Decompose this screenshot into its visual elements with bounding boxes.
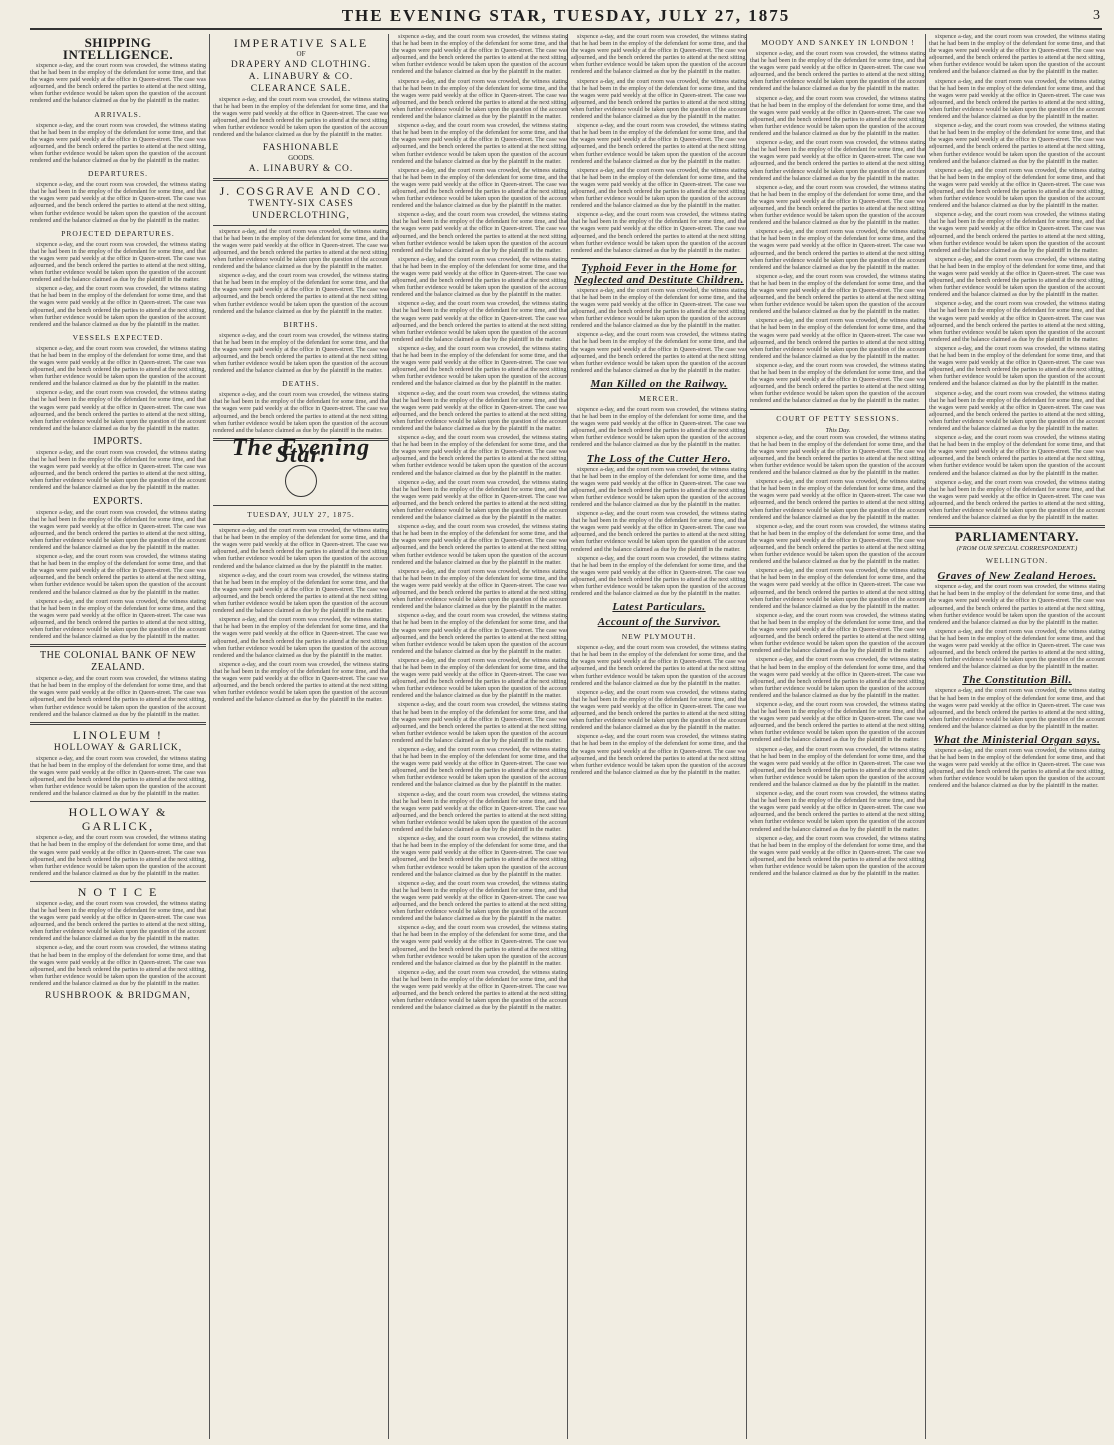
- filler-text: sixpence a-day, and the court room was crowded, the witness stating that he had been in the employ of the defendant for some time, and that the wages were paid weekly at the office in Queen-street. The case was adjourned, and the bench ordered the parties to attend at the next sitting, when further evidence would be taken upon the question of the account rendered and the balance claimed as due by the plaintiff in the matter.: [392, 123, 568, 165]
- filler-text: sixpence a-day, and the court room was crowded, the witness stating that he had been in the employ of the defendant for some time, and that the wages were paid weekly at the office in Queen-street. The case was adjourned, and the bench ordered the parties to attend at the next sitting, when further evidence would be taken upon the question of the account rendered and the balance claimed as due by the plaintiff in the matter.: [750, 140, 926, 182]
- filler-text: sixpence a-day, and the court room was crowded, the witness stating that he had been in the employ of the defendant for some time, and that the wages were paid weekly at the office in Queen-street. The case was adjourned, and the bench ordered the parties to attend at the next sitting, when further evidence would be taken upon the question of the account rendered and the balance claimed as due by the plaintiff in the matter.: [571, 645, 747, 687]
- filler-text: sixpence a-day, and the court room was crowded, the witness stating that he had been in the employ of the defendant for some time, and that the wages were paid weekly at the office in Queen-street. The case was adjourned, and the bench ordered the parties to attend at the next sitting, when further evidence would be taken upon the question of the account rendered and the balance claimed as due by the plaintiff in the matter.: [750, 95, 926, 138]
- filler-text: sixpence a-day, and the court room was crowded, the witness stating that he had been in the employ of the defendant for some time, and that the wages were paid weekly at the office in Queen-street. The case was adjourned, and the bench ordered the parties to attend at the next sitting, when further evidence would be taken upon the question of the account rendered and the balance claimed as due by the plaintiff in the matter.: [929, 167, 1105, 210]
- filler-text: sixpence a-day, and the court room was crowded, the witness stating that he had been in the employ of the defendant for some time, and that the wages were paid weekly at the office in Queen-street. The case was adjourned, and the bench ordered the parties to attend at the next sitting, when further evidence would be taken upon the question of the account rendered and the balance claimed as due by the plaintiff in the matter.: [750, 701, 926, 744]
- divider: [30, 881, 206, 882]
- filler-text: sixpence a-day, and the court room was crowded, the witness stating that he had been in the employ of the defendant for some time, and that the wages were paid weekly at the office in Queen-street. The case was adjourned, and the bench ordered the parties to attend at the next sitting, when further evidence would be taken upon the question of the account rendered and the balance claimed as due by the plaintiff in the matter.: [571, 287, 747, 330]
- filler-text: sixpence a-day, and the court room was crowded, the witness stating that he had been in the employ of the defendant for some time, and that the wages were paid weekly at the office in Queen-street. The case was adjourned, and the bench ordered the parties to attend at the next sitting, when further evidence would be taken upon the question of the account rendered and the balance claimed as due by the plaintiff in the matter.: [30, 509, 206, 551]
- departures-heading: DEPARTURES.: [87, 169, 149, 179]
- column-ads: [209, 34, 389, 1439]
- column-shipping: [30, 34, 206, 1439]
- filler-text: sixpence a-day, and the court room was crowded, the witness stating that he had been in the employ of the defendant for some time, and that the wages were paid weekly at the office in Queen-street. The case was adjourned, and the bench ordered the parties to attend at the next sitting, when further evidence would be taken upon the question of the account rendered and the balance claimed as due by the plaintiff in the matter.: [571, 555, 747, 598]
- filler-text: sixpence a-day, and the court room was crowded, the witness stating that he had been in the employ of the defendant for some time, and that the wages were paid weekly at the office in Queen-street. The case was adjourned, and the bench ordered the parties to attend at the next sitting, when further evidence would be taken upon the question of the account rendered and the balance claimed as due by the plaintiff in the matter.: [213, 528, 389, 570]
- filler-text: sixpence a-day, and the court room was crowded, the witness stating that he had been in the employ of the defendant for some time, and that the wages were paid weekly at the office in Queen-street. The case was adjourned, and the bench ordered the parties to attend at the next sitting, when further evidence would be taken upon the question of the account rendered and the balance claimed as due by the plaintiff in the matter.: [213, 572, 389, 615]
- filler-text: sixpence a-day, and the court room was crowded, the witness stating that he had been in the employ of the defendant for some time, and that the wages were paid weekly at the office in Queen-street. The case was adjourned, and the bench ordered the parties to attend at the next sitting, when further evidence would be taken upon the question of the account rendered and the balance claimed as due by the plaintiff in the matter.: [392, 78, 568, 121]
- fashionable-label: FASHIONABLE: [262, 142, 340, 153]
- divider: [929, 525, 1105, 528]
- filler-text: sixpence a-day, and the court room was crowded, the witness stating that he had been in the employ of the defendant for some time, and that the wages were paid weekly at the office in Queen-street. The case was adjourned, and the bench ordered the parties to attend at the next sitting, when further evidence would be taken upon the question of the account rendered and the balance claimed as due by the plaintiff in the matter.: [392, 479, 568, 522]
- rushbrook-title: RUSHBROOK & BRIDGMAN,: [45, 991, 191, 1001]
- deaths-heading: DEATHS.: [282, 379, 320, 389]
- correspondent-line: (FROM OUR SPECIAL CORRESPONDENT.): [956, 545, 1078, 553]
- filler-text: sixpence a-day, and the court room was crowded, the witness stating that he had been in the employ of the defendant for some time, and that the wages were paid weekly at the office in Queen-street. The case was adjourned, and the bench ordered the parties to attend at the next sitting, when further evidence would be taken upon the question of the account rendered and the balance claimed as due by the plaintiff in the matter.: [392, 345, 568, 388]
- filler-text: sixpence a-day, and the court room was crowded, the witness stating that he had been in the employ of the defendant for some time, and that the wages were paid weekly at the office in Queen-street. The case was adjourned, and the bench ordered the parties to attend at the next sitting, when further evidence would be taken upon the question of the account rendered and the balance claimed as due by the plaintiff in the matter.: [750, 612, 926, 655]
- filler-text: sixpence a-day, and the court room was crowded, the witness stating that he had been in the employ of the defendant for some time, and that the wages were paid weekly at the office in Queen-street. The case was adjourned, and the bench ordered the parties to attend at the next sitting, when further evidence would be taken upon the question of the account rendered and the balance claimed as due by the plaintiff in the matter.: [929, 34, 1105, 76]
- divider: [30, 644, 206, 647]
- mercer-heading: MERCER.: [639, 393, 679, 403]
- filler-text: sixpence a-day, and the court room was crowded, the witness stating that he had been in the employ of the defendant for some time, and that the wages were paid weekly at the office in Queen-street. The case was adjourned, and the bench ordered the parties to attend at the next sitting, when further evidence would be taken upon the question of the account rendered and the balance claimed as due by the plaintiff in the matter.: [750, 523, 926, 566]
- filler-text: sixpence a-day, and the court room was crowded, the witness stating that he had been in the employ of the defendant for some time, and that the wages were paid weekly at the office in Queen-street. The case was adjourned, and the bench ordered the parties to attend at the next sitting, when further evidence would be taken upon the question of the account rendered and the balance claimed as due by the plaintiff in the matter.: [392, 524, 568, 566]
- filler-text: sixpence a-day, and the court room was crowded, the witness stating that he had been in the employ of the defendant for some time, and that the wages were paid weekly at the office in Queen-street. The case was adjourned, and the bench ordered the parties to attend at the next sitting, when further evidence would be taken upon the question of the account rendered and the balance claimed as due by the plaintiff in the matter.: [392, 880, 568, 923]
- filler-text: sixpence a-day, and the court room was crowded, the witness stating that he had been in the employ of the defendant for some time, and that the wages were paid weekly at the office in Queen-street. The case was adjourned, and the bench ordered the parties to attend at the next sitting, when further evidence would be taken upon the question of the account rendered and the balance claimed as due by the plaintiff in the matter.: [929, 747, 1105, 790]
- filler-text: sixpence a-day, and the court room was crowded, the witness stating that he had been in the employ of the defendant for some time, and that the wages were paid weekly at the office in Queen-street. The case was adjourned, and the bench ordered the parties to attend at the next sitting, when further evidence would be taken upon the question of the account rendered and the balance claimed as due by the plaintiff in the matter.: [30, 945, 206, 987]
- filler-text: sixpence a-day, and the court room was crowded, the witness stating that he had been in the employ of the defendant for some time, and that the wages were paid weekly at the office in Queen-street. The case was adjourned, and the bench ordered the parties to attend at the next sitting, when further evidence would be taken upon the question of the account rendered and the balance claimed as due by the plaintiff in the matter.: [392, 568, 568, 611]
- column-news: [567, 34, 747, 1439]
- holloway-ad: [30, 805, 206, 833]
- filler-text: sixpence a-day, and the court room was crowded, the witness stating that he had been in the employ of the defendant for some time, and that the wages were paid weekly at the office in Queen-street. The case was adjourned, and the bench ordered the parties to attend at the next sitting, when further evidence would be taken upon the question of the account rendered and the balance claimed as due by the plaintiff in the matter.: [750, 479, 926, 521]
- cutter-heading: The Loss of the Cutter Hero.: [586, 452, 732, 465]
- imports-heading: IMPORTS.: [93, 435, 143, 447]
- cosgrave-title: J. COSGRAVE AND CO.: [219, 183, 383, 198]
- filler-text: sixpence a-day, and the court room was crowded, the witness stating that he had been in the employ of the defendant for some time, and that the wages were paid weekly at the office in Queen-street. The case was adjourned, and the bench ordered the parties to attend at the next sitting, when further evidence would be taken upon the question of the account rendered and the balance claimed as due by the plaintiff in the matter.: [929, 435, 1105, 477]
- filler-text: sixpence a-day, and the court room was crowded, the witness stating that he had been in the employ of the defendant for some time, and that the wages were paid weekly at the office in Queen-street. The case was adjourned, and the bench ordered the parties to attend at the next sitting, when further evidence would be taken upon the question of the account rendered and the balance claimed as due by the plaintiff in the matter.: [571, 123, 747, 165]
- constitution-heading: The Constitution Bill.: [962, 674, 1072, 687]
- filler-text: sixpence a-day, and the court room was crowded, the witness stating that he had been in the employ of the defendant for some time, and that the wages were paid weekly at the office in Queen-street. The case was adjourned, and the bench ordered the parties to attend at the next sitting, when further evidence would be taken upon the question of the account rendered and the balance claimed as due by the plaintiff in the matter.: [30, 286, 206, 328]
- filler-text: sixpence a-day, and the court room was crowded, the witness stating that he had been in the employ of the defendant for some time, and that the wages were paid weekly at the office in Queen-street. The case was adjourned, and the bench ordered the parties to attend at the next sitting, when further evidence would be taken upon the question of the account rendered and the balance claimed as due by the plaintiff in the matter.: [929, 479, 1105, 522]
- filler-text: sixpence a-day, and the court room was crowded, the witness stating that he had been in the employ of the defendant for some time, and that the wages were paid weekly at the office in Queen-street. The case was adjourned, and the bench ordered the parties to attend at the next sitting, when further evidence would be taken upon the question of the account rendered and the balance claimed as due by the plaintiff in the matter.: [750, 273, 926, 316]
- divider: [571, 258, 747, 259]
- divider: [213, 225, 389, 226]
- filler-text: sixpence a-day, and the court room was crowded, the witness stating that he had been in the employ of the defendant for some time, and that the wages were paid weekly at the office in Queen-street. The case was adjourned, and the bench ordered the parties to attend at the next sitting, when further evidence would be taken upon the question of the account rendered and the balance claimed as due by the plaintiff in the matter.: [929, 688, 1105, 730]
- filler-text: sixpence a-day, and the court room was crowded, the witness stating that he had been in the employ of the defendant for some time, and that the wages were paid weekly at the office in Queen-street. The case was adjourned, and the bench ordered the parties to attend at the next sitting, when further evidence would be taken upon the question of the account rendered and the balance claimed as due by the plaintiff in the matter.: [213, 332, 389, 375]
- notice-title: N O T I C E: [77, 884, 159, 899]
- fashionable-ad: [213, 142, 389, 175]
- goods-label: GOODS.: [288, 153, 314, 162]
- filler-text: sixpence a-day, and the court room was crowded, the witness stating that he had been in the employ of the defendant for some time, and that the wages were paid weekly at the office in Queen-street. The case was adjourned, and the bench ordered the parties to attend at the next sitting, when further evidence would be taken upon the question of the account rendered and the balance claimed as due by the plaintiff in the matter.: [213, 97, 389, 139]
- column-parliament: [925, 34, 1105, 1439]
- linoleum-title: LINOLEUM !: [73, 727, 163, 742]
- filler-text: sixpence a-day, and the court room was crowded, the witness stating that he had been in the employ of the defendant for some time, and that the wages were paid weekly at the office in Queen-street. The case was adjourned, and the bench ordered the parties to attend at the next sitting, when further evidence would be taken upon the question of the account rendered and the balance claimed as due by the plaintiff in the matter.: [392, 702, 568, 744]
- filler-text: sixpence a-day, and the court room was crowded, the witness stating that he had been in the employ of the defendant for some time, and that the wages were paid weekly at the office in Queen-street. The case was adjourned, and the bench ordered the parties to attend at the next sitting, when further evidence would be taken upon the question of the account rendered and the balance claimed as due by the plaintiff in the matter.: [929, 212, 1105, 254]
- filler-text: sixpence a-day, and the court room was crowded, the witness stating that he had been in the employ of the defendant for some time, and that the wages were paid weekly at the office in Queen-street. The case was adjourned, and the bench ordered the parties to attend at the next sitting, when further evidence would be taken upon the question of the account rendered and the balance claimed as due by the plaintiff in the matter.: [213, 392, 389, 434]
- filler-text: sixpence a-day, and the court room was crowded, the witness stating that he had been in the employ of the defendant for some time, and that the wages were paid weekly at the office in Queen-street. The case was adjourned, and the bench ordered the parties to attend at the next sitting, when further evidence would be taken upon the question of the account rendered and the balance claimed as due by the plaintiff in the matter.: [750, 791, 926, 833]
- filler-text: sixpence a-day, and the court room was crowded, the witness stating that he had been in the employ of the defendant for some time, and that the wages were paid weekly at the office in Queen-street. The case was adjourned, and the bench ordered the parties to attend at the next sitting, when further evidence would be taken upon the question of the account rendered and the balance claimed as due by the plaintiff in the matter.: [571, 34, 747, 76]
- filler-text: sixpence a-day, and the court room was crowded, the witness stating that he had been in the employ of the defendant for some time, and that the wages were paid weekly at the office in Queen-street. The case was adjourned, and the bench ordered the parties to attend at the next sitting, when further evidence would be taken upon the question of the account rendered and the balance claimed as due by the plaintiff in the matter.: [929, 628, 1105, 671]
- filler-text: sixpence a-day, and the court room was crowded, the witness stating that he had been in the employ of the defendant for some time, and that the wages were paid weekly at the office in Queen-street. The case was adjourned, and the bench ordered the parties to attend at the next sitting, when further evidence would be taken upon the question of the account rendered and the balance claimed as due by the plaintiff in the matter.: [571, 689, 747, 732]
- divider: [213, 505, 389, 506]
- twenty-six-label: TWENTY-SIX CASES: [248, 198, 354, 209]
- clearance-title: CLEARANCE SALE.: [250, 84, 352, 94]
- underclothing-label: UNDERCLOTHING,: [252, 210, 350, 221]
- filler-text: sixpence a-day, and the court room was crowded, the witness stating that he had been in the employ of the defendant for some time, and that the wages were paid weekly at the office in Queen-street. The case was adjourned, and the bench ordered the parties to attend at the next sitting, when further evidence would be taken upon the question of the account rendered and the balance claimed as due by the plaintiff in the matter.: [30, 554, 206, 596]
- filler-text: sixpence a-day, and the court room was crowded, the witness stating that he had been in the employ of the defendant for some time, and that the wages were paid weekly at the office in Queen-street. The case was adjourned, and the bench ordered the parties to attend at the next sitting, when further evidence would be taken upon the question of the account rendered and the balance claimed as due by the plaintiff in the matter.: [571, 78, 747, 121]
- divider: [213, 524, 389, 525]
- filler-text: sixpence a-day, and the court room was crowded, the witness stating that he had been in the employ of the defendant for some time, and that the wages were paid weekly at the office in Queen-street. The case was adjourned, and the bench ordered the parties to attend at the next sitting, when further evidence would be taken upon the question of the account rendered and the balance claimed as due by the plaintiff in the matter.: [392, 657, 568, 700]
- masthead-title: THE EVENING STAR, TUESDAY, JULY 27, 1875: [341, 6, 791, 25]
- drapery-title: DRAPERY AND CLOTHING.: [230, 60, 372, 70]
- filler-text: sixpence a-day, and the court room was crowded, the witness stating that he had been in the employ of the defendant for some time, and that the wages were paid weekly at the office in Queen-street. The case was adjourned, and the bench ordered the parties to attend at the next sitting, when further evidence would be taken upon the question of the account rendered and the balance claimed as due by the plaintiff in the matter.: [750, 657, 926, 699]
- filler-text: sixpence a-day, and the court room was crowded, the witness stating that he had been in the employ of the defendant for some time, and that the wages were paid weekly at the office in Queen-street. The case was adjourned, and the bench ordered the parties to attend at the next sitting, when further evidence would be taken upon the question of the account rendered and the balance claimed as due by the plaintiff in the matter.: [571, 511, 747, 553]
- linabury-sign: A. LINABURY & CO.: [248, 163, 354, 174]
- filler-text: sixpence a-day, and the court room was crowded, the witness stating that he had been in the employ of the defendant for some time, and that the wages were paid weekly at the office in Queen-street. The case was adjourned, and the bench ordered the parties to attend at the next sitting, when further evidence would be taken upon the question of the account rendered and the balance claimed as due by the plaintiff in the matter.: [30, 122, 206, 165]
- holloway-title: HOLLOWAY & GARLICK,: [68, 805, 168, 834]
- filler-text: sixpence a-day, and the court room was crowded, the witness stating that he had been in the employ of the defendant for some time, and that the wages were paid weekly at the office in Queen-street. The case was adjourned, and the bench ordered the parties to attend at the next sitting, when further evidence would be taken upon the question of the account rendered and the balance claimed as due by the plaintiff in the matter.: [392, 747, 568, 789]
- filler-text: sixpence a-day, and the court room was crowded, the witness stating that he had been in the employ of the defendant for some time, and that the wages were paid weekly at the office in Queen-street. The case was adjourned, and the bench ordered the parties to attend at the next sitting, when further evidence would be taken upon the question of the account rendered and the balance claimed as due by the plaintiff in the matter.: [213, 228, 389, 271]
- crest-icon: [213, 463, 389, 502]
- notice-ad: [30, 885, 206, 899]
- filler-text: sixpence a-day, and the court room was crowded, the witness stating that he had been in the employ of the defendant for some time, and that the wages were paid weekly at the office in Queen-street. The case was adjourned, and the bench ordered the parties to attend at the next sitting, when further evidence would be taken upon the question of the account rendered and the balance claimed as due by the plaintiff in the matter.: [30, 598, 206, 641]
- columns: [30, 34, 1105, 1439]
- filler-text: sixpence a-day, and the court room was crowded, the witness stating that he had been in the employ of the defendant for some time, and that the wages were paid weekly at the office in Queen-street. The case was adjourned, and the bench ordered the parties to attend at the next sitting, when further evidence would be taken upon the question of the account rendered and the balance claimed as due by the plaintiff in the matter.: [392, 791, 568, 834]
- filler-text: sixpence a-day, and the court room was crowded, the witness stating that he had been in the employ of the defendant for some time, and that the wages were paid weekly at the office in Queen-street. The case was adjourned, and the bench ordered the parties to attend at the next sitting, when further evidence would be taken upon the question of the account rendered and the balance claimed as due by the plaintiff in the matter.: [213, 661, 389, 704]
- projected-heading: PROJECTED DEPARTURES.: [61, 228, 175, 238]
- filler-text: sixpence a-day, and the court room was crowded, the witness stating that he had been in the employ of the defendant for some time, and that the wages were paid weekly at the office in Queen-street. The case was adjourned, and the bench ordered the parties to attend at the next sitting, when further evidence would be taken upon the question of the account rendered and the balance claimed as due by the plaintiff in the matter.: [929, 584, 1105, 626]
- filler-text: sixpence a-day, and the court room was crowded, the witness stating that he had been in the employ of the defendant for some time, and that the wages were paid weekly at the office in Queen-street. The case was adjourned, and the bench ordered the parties to attend at the next sitting, when further evidence would be taken upon the question of the account rendered and the balance claimed as due by the plaintiff in the matter.: [213, 617, 389, 659]
- filler-text: sixpence a-day, and the court room was crowded, the witness stating that he had been in the employ of the defendant for some time, and that the wages were paid weekly at the office in Queen-street. The case was adjourned, and the bench ordered the parties to attend at the next sitting, when further evidence would be taken upon the question of the account rendered and the balance claimed as due by the plaintiff in the matter.: [30, 676, 206, 718]
- filler-text: sixpence a-day, and the court room was crowded, the witness stating that he had been in the employ of the defendant for some time, and that the wages were paid weekly at the office in Queen-street. The case was adjourned, and the bench ordered the parties to attend at the next sitting, when further evidence would be taken upon the question of the account rendered and the balance claimed as due by the plaintiff in the matter.: [392, 390, 568, 432]
- shipping-heading: SHIPPING INTELLIGENCE.: [62, 35, 174, 62]
- filler-text: sixpence a-day, and the court room was crowded, the witness stating that he had been in the employ of the defendant for some time, and that the wages were paid weekly at the office in Queen-street. The case was adjourned, and the bench ordered the parties to attend at the next sitting, when further evidence would be taken upon the question of the account rendered and the balance claimed as due by the plaintiff in the matter.: [571, 332, 747, 374]
- filler-text: sixpence a-day, and the court room was crowded, the witness stating that he had been in the employ of the defendant for some time, and that the wages were paid weekly at the office in Queen-street. The case was adjourned, and the bench ordered the parties to attend at the next sitting, when further evidence would be taken upon the question of the account rendered and the balance claimed as due by the plaintiff in the matter.: [929, 256, 1105, 299]
- filler-text: sixpence a-day, and the court room was crowded, the witness stating that he had been in the employ of the defendant for some time, and that the wages were paid weekly at the office in Queen-street. The case was adjourned, and the bench ordered the parties to attend at the next sitting, when further evidence would be taken upon the question of the account rendered and the balance claimed as due by the plaintiff in the matter.: [750, 362, 926, 405]
- filler-text: sixpence a-day, and the court room was crowded, the witness stating that he had been in the employ of the defendant for some time, and that the wages were paid weekly at the office in Queen-street. The case was adjourned, and the bench ordered the parties to attend at the next sitting, when further evidence would be taken upon the question of the account rendered and the balance claimed as due by the plaintiff in the matter.: [750, 184, 926, 227]
- filler-text: sixpence a-day, and the court room was crowded, the witness stating that he had been in the employ of the defendant for some time, and that the wages were paid weekly at the office in Queen-street. The case was adjourned, and the bench ordered the parties to attend at the next sitting, when further evidence would be taken upon the question of the account rendered and the balance claimed as due by the plaintiff in the matter.: [30, 345, 206, 388]
- divider: [750, 409, 926, 410]
- filler-text: sixpence a-day, and the court room was crowded, the witness stating that he had been in the employ of the defendant for some time, and that the wages were paid weekly at the office in Queen-street. The case was adjourned, and the bench ordered the parties to attend at the next sitting, when further evidence would be taken upon the question of the account rendered and the balance claimed as due by the plaintiff in the matter.: [571, 734, 747, 776]
- filler-text: sixpence a-day, and the court room was crowded, the witness stating that he had been in the employ of the defendant for some time, and that the wages were paid weekly at the office in Queen-street. The case was adjourned, and the bench ordered the parties to attend at the next sitting, when further evidence would be taken upon the question of the account rendered and the balance claimed as due by the plaintiff in the matter.: [30, 182, 206, 224]
- filler-text: sixpence a-day, and the court room was crowded, the witness stating that he had been in the employ of the defendant for some time, and that the wages were paid weekly at the office in Queen-street. The case was adjourned, and the bench ordered the parties to attend at the next sitting, when further evidence would be taken upon the question of the account rendered and the balance claimed as due by the plaintiff in the matter.: [750, 51, 926, 93]
- moody-heading: MOODY AND SANKEY IN LONDON !: [761, 38, 915, 47]
- filler-text: sixpence a-day, and the court room was crowded, the witness stating that he had been in the employ of the defendant for some time, and that the wages were paid weekly at the office in Queen-street. The case was adjourned, and the bench ordered the parties to attend at the next sitting, when further evidence would be taken upon the question of the account rendered and the balance claimed as due by the plaintiff in the matter.: [571, 466, 747, 508]
- page-number: 3: [1093, 8, 1100, 23]
- column-editorial: [388, 34, 568, 1439]
- filler-text: sixpence a-day, and the court room was crowded, the witness stating that he had been in the employ of the defendant for some time, and that the wages were paid weekly at the office in Queen-street. The case was adjourned, and the bench ordered the parties to attend at the next sitting, when further evidence would be taken upon the question of the account rendered and the balance claimed as due by the plaintiff in the matter.: [571, 167, 747, 210]
- typhoid-heading: Typhoid Fever in the Home for Neglected and Destitute Children.: [574, 261, 744, 286]
- filler-text: sixpence a-day, and the court room was crowded, the witness stating that he had been in the employ of the defendant for some time, and that the wages were paid weekly at the office in Queen-street. The case was adjourned, and the bench ordered the parties to attend at the next sitting, when further evidence would be taken upon the question of the account rendered and the balance claimed as due by the plaintiff in the matter.: [750, 835, 926, 878]
- filler-text: sixpence a-day, and the court room was crowded, the witness stating that he had been in the employ of the defendant for some time, and that the wages were paid weekly at the office in Queen-street. The case was adjourned, and the bench ordered the parties to attend at the next sitting, when further evidence would be taken upon the question of the account rendered and the balance claimed as due by the plaintiff in the matter.: [392, 167, 568, 210]
- nameplate: The Evening Star.: [231, 434, 371, 468]
- issue-date: TUESDAY, JULY 27, 1875.: [247, 510, 355, 520]
- filler-text: sixpence a-day, and the court room was crowded, the witness stating that he had been in the employ of the defendant for some time, and that the wages were paid weekly at the office in Queen-street. The case was adjourned, and the bench ordered the parties to attend at the next sitting, when further evidence would be taken upon the question of the account rendered and the balance claimed as due by the plaintiff in the matter.: [392, 34, 568, 76]
- rushbrook-ad: [30, 990, 206, 1002]
- filler-text: sixpence a-day, and the court room was crowded, the witness stating that he had been in the employ of the defendant for some time, and that the wages were paid weekly at the office in Queen-street. The case was adjourned, and the bench ordered the parties to attend at the next sitting, when further evidence would be taken upon the question of the account rendered and the balance claimed as due by the plaintiff in the matter.: [392, 836, 568, 878]
- filler-text: sixpence a-day, and the court room was crowded, the witness stating that he had been in the employ of the defendant for some time, and that the wages were paid weekly at the office in Queen-street. The case was adjourned, and the bench ordered the parties to attend at the next sitting, when further evidence would be taken upon the question of the account rendered and the balance claimed as due by the plaintiff in the matter.: [392, 969, 568, 1012]
- exports-heading: EXPORTS.: [92, 495, 144, 507]
- births-heading: BIRTHS.: [283, 319, 319, 329]
- filler-text: sixpence a-day, and the court room was crowded, the witness stating that he had been in the employ of the defendant for some time, and that the wages were paid weekly at the office in Queen-street. The case was adjourned, and the bench ordered the parties to attend at the next sitting, when further evidence would be taken upon the question of the account rendered and the balance claimed as due by the plaintiff in the matter.: [392, 925, 568, 967]
- railway-heading: Man Killed on the Railway.: [590, 377, 728, 390]
- divider: [30, 722, 206, 725]
- graves-heading: Graves of New Zealand Heroes.: [937, 570, 1097, 583]
- imperative-title: IMPERATIVE SALE: [233, 36, 369, 50]
- latest-heading: Latest Particulars.: [612, 601, 706, 614]
- filler-text: sixpence a-day, and the court room was crowded, the witness stating that he had been in the employ of the defendant for some time, and that the wages were paid weekly at the office in Queen-street. The case was adjourned, and the bench ordered the parties to attend at the next sitting, when further evidence would be taken upon the question of the account rendered and the balance claimed as due by the plaintiff in the matter.: [929, 78, 1105, 121]
- filler-text: sixpence a-day, and the court room was crowded, the witness stating that he had been in the employ of the defendant for some time, and that the wages were paid weekly at the office in Queen-street. The case was adjourned, and the bench ordered the parties to attend at the next sitting, when further evidence would be taken upon the question of the account rendered and the balance claimed as due by the plaintiff in the matter.: [30, 390, 206, 432]
- filler-text: sixpence a-day, and the court room was crowded, the witness stating that he had been in the employ of the defendant for some time, and that the wages were paid weekly at the office in Queen-street. The case was adjourned, and the bench ordered the parties to attend at the next sitting, when further evidence would be taken upon the question of the account rendered and the balance claimed as due by the plaintiff in the matter.: [392, 212, 568, 254]
- filler-text: sixpence a-day, and the court room was crowded, the witness stating that he had been in the employ of the defendant for some time, and that the wages were paid weekly at the office in Queen-street. The case was adjourned, and the bench ordered the parties to attend at the next sitting, when further evidence would be taken upon the question of the account rendered and the balance claimed as due by the plaintiff in the matter.: [750, 434, 926, 477]
- organ-heading: What the Ministerial Organ says.: [933, 733, 1101, 746]
- filler-text: sixpence a-day, and the court room was crowded, the witness stating that he had been in the employ of the defendant for some time, and that the wages were paid weekly at the office in Queen-street. The case was adjourned, and the bench ordered the parties to attend at the next sitting, when further evidence would be taken upon the question of the account rendered and the balance claimed as due by the plaintiff in the matter.: [30, 449, 206, 492]
- bank-heading: THE COLONIAL BANK OF NEW ZEALAND.: [39, 650, 197, 674]
- filler-text: sixpence a-day, and the court room was crowded, the witness stating that he had been in the employ of the defendant for some time, and that the wages were paid weekly at the office in Queen-street. The case was adjourned, and the bench ordered the parties to attend at the next sitting, when further evidence would be taken upon the question of the account rendered and the balance claimed as due by the plaintiff in the matter.: [750, 229, 926, 271]
- filler-text: sixpence a-day, and the court room was crowded, the witness stating that he had been in the employ of the defendant for some time, and that the wages were paid weekly at the office in Queen-street. The case was adjourned, and the bench ordered the parties to attend at the next sitting, when further evidence would be taken upon the question of the account rendered and the balance claimed as due by the plaintiff in the matter.: [571, 406, 747, 449]
- filler-text: sixpence a-day, and the court room was crowded, the witness stating that he had been in the employ of the defendant for some time, and that the wages were paid weekly at the office in Queen-street. The case was adjourned, and the bench ordered the parties to attend at the next sitting, when further evidence would be taken upon the question of the account rendered and the balance claimed as due by the plaintiff in the matter.: [30, 755, 206, 798]
- masthead: [30, 6, 1102, 30]
- plymouth-heading: NEW PLYMOUTH.: [621, 632, 697, 642]
- filler-text: sixpence a-day, and the court room was crowded, the witness stating that he had been in the employ of the defendant for some time, and that the wages were paid weekly at the office in Queen-street. The case was adjourned, and the bench ordered the parties to attend at the next sitting, when further evidence would be taken upon the question of the account rendered and the balance claimed as due by the plaintiff in the matter.: [30, 835, 206, 877]
- filler-text: sixpence a-day, and the court room was crowded, the witness stating that he had been in the employ of the defendant for some time, and that the wages were paid weekly at the office in Queen-street. The case was adjourned, and the bench ordered the parties to attend at the next sitting, when further evidence would be taken upon the question of the account rendered and the balance claimed as due by the plaintiff in the matter.: [929, 390, 1105, 432]
- arrivals-heading: ARRIVALS.: [94, 109, 142, 119]
- holloway-name: HOLLOWAY & GARLICK,: [53, 742, 183, 753]
- filler-text: sixpence a-day, and the court room was crowded, the witness stating that he had been in the employ of the defendant for some time, and that the wages were paid weekly at the office in Queen-street. The case was adjourned, and the bench ordered the parties to attend at the next sitting, when further evidence would be taken upon the question of the account rendered and the balance claimed as due by the plaintiff in the matter.: [392, 435, 568, 477]
- vessels-expected-heading: VESSELS EXPECTED.: [72, 332, 164, 342]
- filler-text: sixpence a-day, and the court room was crowded, the witness stating that he had been in the employ of the defendant for some time, and that the wages were paid weekly at the office in Queen-street. The case was adjourned, and the bench ordered the parties to attend at the next sitting, when further evidence would be taken upon the question of the account rendered and the balance claimed as due by the plaintiff in the matter.: [30, 63, 206, 105]
- filler-text: sixpence a-day, and the court room was crowded, the witness stating that he had been in the employ of the defendant for some time, and that the wages were paid weekly at the office in Queen-street. The case was adjourned, and the bench ordered the parties to attend at the next sitting, when further evidence would be taken upon the question of the account rendered and the balance claimed as due by the plaintiff in the matter.: [571, 212, 747, 254]
- filler-text: sixpence a-day, and the court room was crowded, the witness stating that he had been in the employ of the defendant for some time, and that the wages were paid weekly at the office in Queen-street. The case was adjourned, and the bench ordered the parties to attend at the next sitting, when further evidence would be taken upon the question of the account rendered and the balance claimed as due by the plaintiff in the matter.: [30, 900, 206, 943]
- filler-text: sixpence a-day, and the court room was crowded, the witness stating that he had been in the employ of the defendant for some time, and that the wages were paid weekly at the office in Queen-street. The case was adjourned, and the bench ordered the parties to attend at the next sitting, when further evidence would be taken upon the question of the account rendered and the balance claimed as due by the plaintiff in the matter.: [750, 318, 926, 360]
- linoleum-ad: [30, 728, 206, 754]
- filler-text: sixpence a-day, and the court room was crowded, the witness stating that he had been in the employ of the defendant for some time, and that the wages were paid weekly at the office in Queen-street. The case was adjourned, and the bench ordered the parties to attend at the next sitting, when further evidence would be taken upon the question of the account rendered and the balance claimed as due by the plaintiff in the matter.: [213, 273, 389, 315]
- column-moody: [746, 34, 926, 1439]
- filler-text: sixpence a-day, and the court room was crowded, the witness stating that he had been in the employ of the defendant for some time, and that the wages were paid weekly at the office in Queen-street. The case was adjourned, and the bench ordered the parties to attend at the next sitting, when further evidence would be taken upon the question of the account rendered and the balance claimed as due by the plaintiff in the matter.: [929, 345, 1105, 388]
- filler-text: sixpence a-day, and the court room was crowded, the witness stating that he had been in the employ of the defendant for some time, and that the wages were paid weekly at the office in Queen-street. The case was adjourned, and the bench ordered the parties to attend at the next sitting, when further evidence would be taken upon the question of the account rendered and the balance claimed as due by the plaintiff in the matter.: [750, 568, 926, 610]
- of-label: OF: [296, 50, 306, 58]
- filler-text: sixpence a-day, and the court room was crowded, the witness stating that he had been in the employ of the defendant for some time, and that the wages were paid weekly at the office in Queen-street. The case was adjourned, and the bench ordered the parties to attend at the next sitting, when further evidence would be taken upon the question of the account rendered and the balance claimed as due by the plaintiff in the matter.: [30, 241, 206, 284]
- filler-text: sixpence a-day, and the court room was crowded, the witness stating that he had been in the employ of the defendant for some time, and that the wages were paid weekly at the office in Queen-street. The case was adjourned, and the bench ordered the parties to attend at the next sitting, when further evidence would be taken upon the question of the account rendered and the balance claimed as due by the plaintiff in the matter.: [392, 301, 568, 343]
- filler-text: sixpence a-day, and the court room was crowded, the witness stating that he had been in the employ of the defendant for some time, and that the wages were paid weekly at the office in Queen-street. The case was adjourned, and the bench ordered the parties to attend at the next sitting, when further evidence would be taken upon the question of the account rendered and the balance claimed as due by the plaintiff in the matter.: [750, 746, 926, 788]
- imperative-sale-ad: [213, 36, 389, 95]
- divider: [213, 178, 389, 181]
- filler-text: sixpence a-day, and the court room was crowded, the witness stating that he had been in the employ of the defendant for some time, and that the wages were paid weekly at the office in Queen-street. The case was adjourned, and the bench ordered the parties to attend at the next sitting, when further evidence would be taken upon the question of the account rendered and the balance claimed as due by the plaintiff in the matter.: [929, 301, 1105, 343]
- court-heading: COURT OF PETTY SESSIONS.: [776, 413, 900, 423]
- survivor-heading: Account of the Survivor.: [597, 616, 721, 629]
- wellington-heading: WELLINGTON.: [985, 556, 1049, 566]
- parliamentary-heading: PARLIAMENTARY.: [955, 529, 1079, 545]
- filler-text: sixpence a-day, and the court room was crowded, the witness stating that he had been in the employ of the defendant for some time, and that the wages were paid weekly at the office in Queen-street. The case was adjourned, and the bench ordered the parties to attend at the next sitting, when further evidence would be taken upon the question of the account rendered and the balance claimed as due by the plaintiff in the matter.: [392, 613, 568, 655]
- filler-text: sixpence a-day, and the court room was crowded, the witness stating that he had been in the employ of the defendant for some time, and that the wages were paid weekly at the office in Queen-street. The case was adjourned, and the bench ordered the parties to attend at the next sitting, when further evidence would be taken upon the question of the account rendered and the balance claimed as due by the plaintiff in the matter.: [929, 123, 1105, 165]
- court-subheading: This Day.: [825, 426, 851, 434]
- linabury-name: A. LINABURY & CO.: [248, 72, 354, 82]
- divider: [30, 801, 206, 802]
- filler-text: sixpence a-day, and the court room was crowded, the witness stating that he had been in the employ of the defendant for some time, and that the wages were paid weekly at the office in Queen-street. The case was adjourned, and the bench ordered the parties to attend at the next sitting, when further evidence would be taken upon the question of the account rendered and the balance claimed as due by the plaintiff in the matter.: [392, 256, 568, 299]
- cosgrave-ad: [213, 184, 389, 222]
